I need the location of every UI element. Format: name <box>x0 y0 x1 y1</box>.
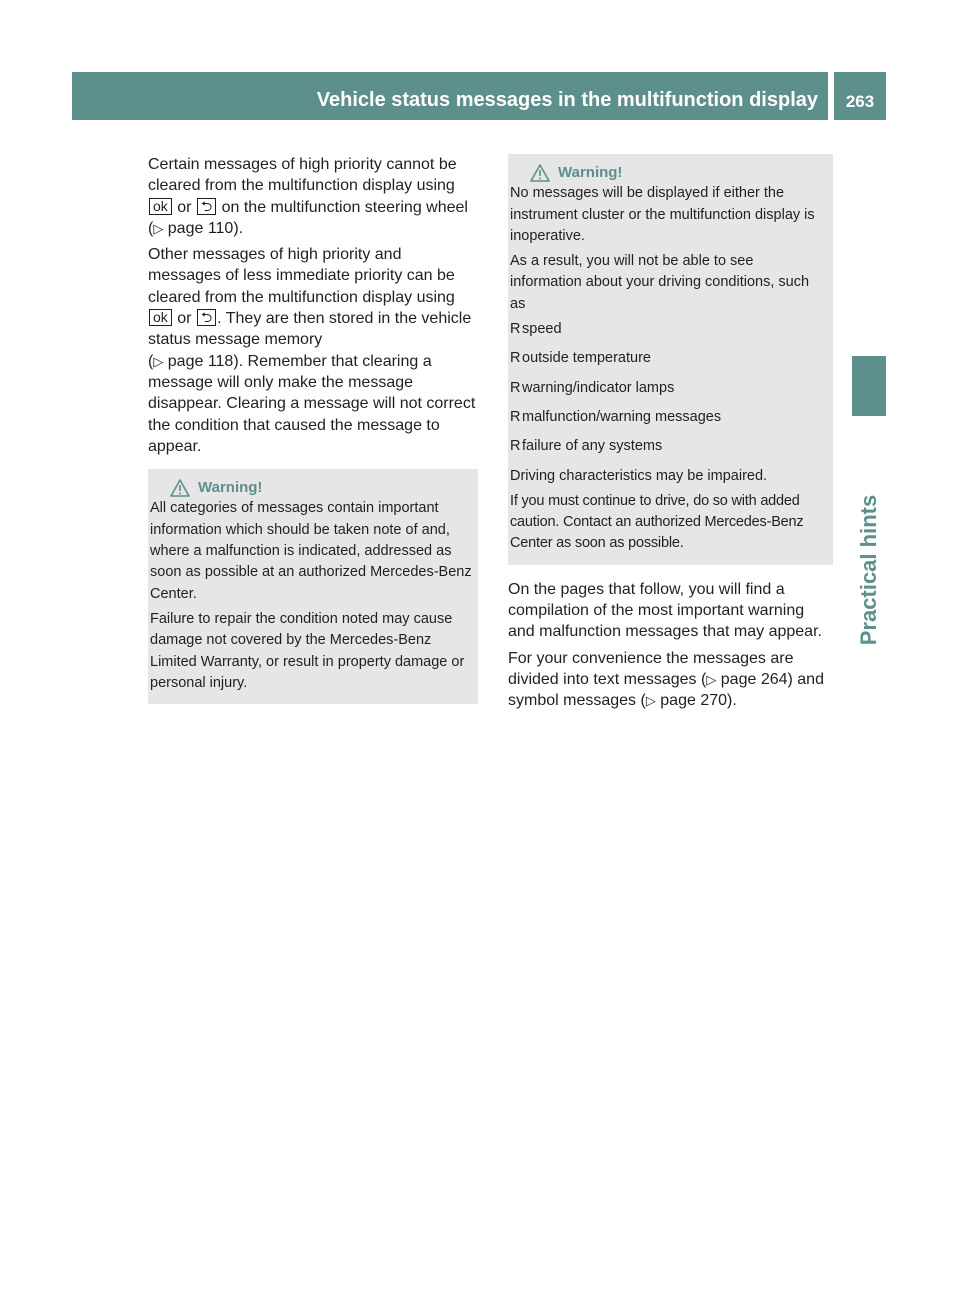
list-item-text: outside temperature <box>522 350 651 367</box>
list-item <box>510 378 827 399</box>
side-tab <box>852 420 886 720</box>
left-column <box>148 154 478 704</box>
list-item <box>510 319 827 340</box>
warning-bullet-list <box>510 319 827 457</box>
page-reference-264[interactable]: page 264) and symbol messages ( <box>508 670 824 710</box>
list-item <box>510 436 827 457</box>
page-ref-arrow-icon: ▷ <box>645 693 656 709</box>
warning-text: If you must continue to drive, do so with added caution. Contact an authorized Mercedes-Benz Center as soon as possible. <box>510 492 804 552</box>
left-paragraph-2 <box>148 244 478 457</box>
side-tab-block <box>852 356 886 416</box>
bullet-icon: R <box>510 408 521 425</box>
warning-box-left <box>148 469 478 704</box>
text: ( <box>148 352 154 370</box>
page-reference-110[interactable]: page 110). <box>163 219 244 237</box>
ok-key-icon: ok <box>149 198 172 215</box>
warning-text: Driving characteristics may be impaired. <box>510 467 768 484</box>
warning-text: No messages will be displayed if either the instrument cluster or the multifunction display is inoperative. <box>510 185 815 244</box>
list-item <box>510 348 827 369</box>
right-paragraph-1: On the pages that follow, you will find a compilation of the most important warning and malfunction messages that may appear. <box>508 580 822 641</box>
warning-header <box>148 477 472 498</box>
text: Other messages of high priority and messages of less immediate priority can be cleared from the multifunction display using <box>148 246 455 306</box>
bullet-icon: R <box>510 438 521 455</box>
warning-title: Warning! <box>198 479 263 497</box>
page-reference-118[interactable]: page 118). Remember that clearing a message will only make the message disappear. Clearing a message will not correct the condition that caused the message to appear. <box>148 352 476 455</box>
warning-text: As a result, you will not be able to see information about your driving conditions, such as <box>510 253 810 312</box>
warning-header <box>508 162 827 183</box>
back-key-icon: ⮌ <box>197 198 216 215</box>
warning-text: All categories of messages contain important information which should be taken note of and, where a malfunction is indicated, addressed as soon as possible at an authorized Mercedes-Benz Center. <box>150 500 472 602</box>
page-ref-arrow-icon: ▷ <box>153 220 164 236</box>
text: For your convenience the messages are divided into text messages ( <box>508 649 794 688</box>
list-item-text: warning/indicator lamps <box>522 379 675 396</box>
page-ref-arrow-icon: ▷ <box>153 353 164 369</box>
list-item <box>510 407 827 428</box>
back-key-icon: ⮌ <box>197 309 216 326</box>
bullet-icon: R <box>510 321 521 338</box>
warning-box-right <box>508 154 833 565</box>
warning-text: Failure to repair the condition noted may cause damage not covered by the Mercedes-Benz Limited Warranty, or result in property damage or personal injury. <box>150 610 465 691</box>
text: Certain messages of high priority cannot be cleared from the multifunction display using <box>148 156 457 195</box>
text: on the multifunction steering wheel ( <box>148 198 468 237</box>
list-item-text: failure of any systems <box>522 438 663 455</box>
list-item-text: malfunction/warning messages <box>522 408 722 425</box>
list-item-text: speed <box>522 321 562 338</box>
page-ref-arrow-icon: ▷ <box>706 671 717 687</box>
bullet-icon: R <box>510 379 521 396</box>
page-reference-270[interactable]: page 270). <box>655 692 737 710</box>
text: or <box>177 310 192 328</box>
text: or <box>177 198 192 216</box>
warning-title: Warning! <box>558 164 623 181</box>
warning-triangle-icon <box>530 164 550 182</box>
warning-triangle-icon <box>170 479 190 497</box>
header-bar <box>72 72 828 120</box>
bullet-icon: R <box>510 350 521 367</box>
side-tab-label: Practical hints <box>856 494 881 646</box>
right-column <box>508 154 833 717</box>
left-paragraph-1 <box>148 154 478 239</box>
ok-key-icon: ok <box>149 309 172 326</box>
right-paragraph-2 <box>508 648 833 712</box>
page-number: 263 <box>845 92 875 111</box>
header-title: Vehicle status messages in the multifunction display <box>316 89 818 111</box>
text: . They are then stored in the vehicle status message memory <box>148 310 472 349</box>
page-number-box <box>834 72 886 120</box>
